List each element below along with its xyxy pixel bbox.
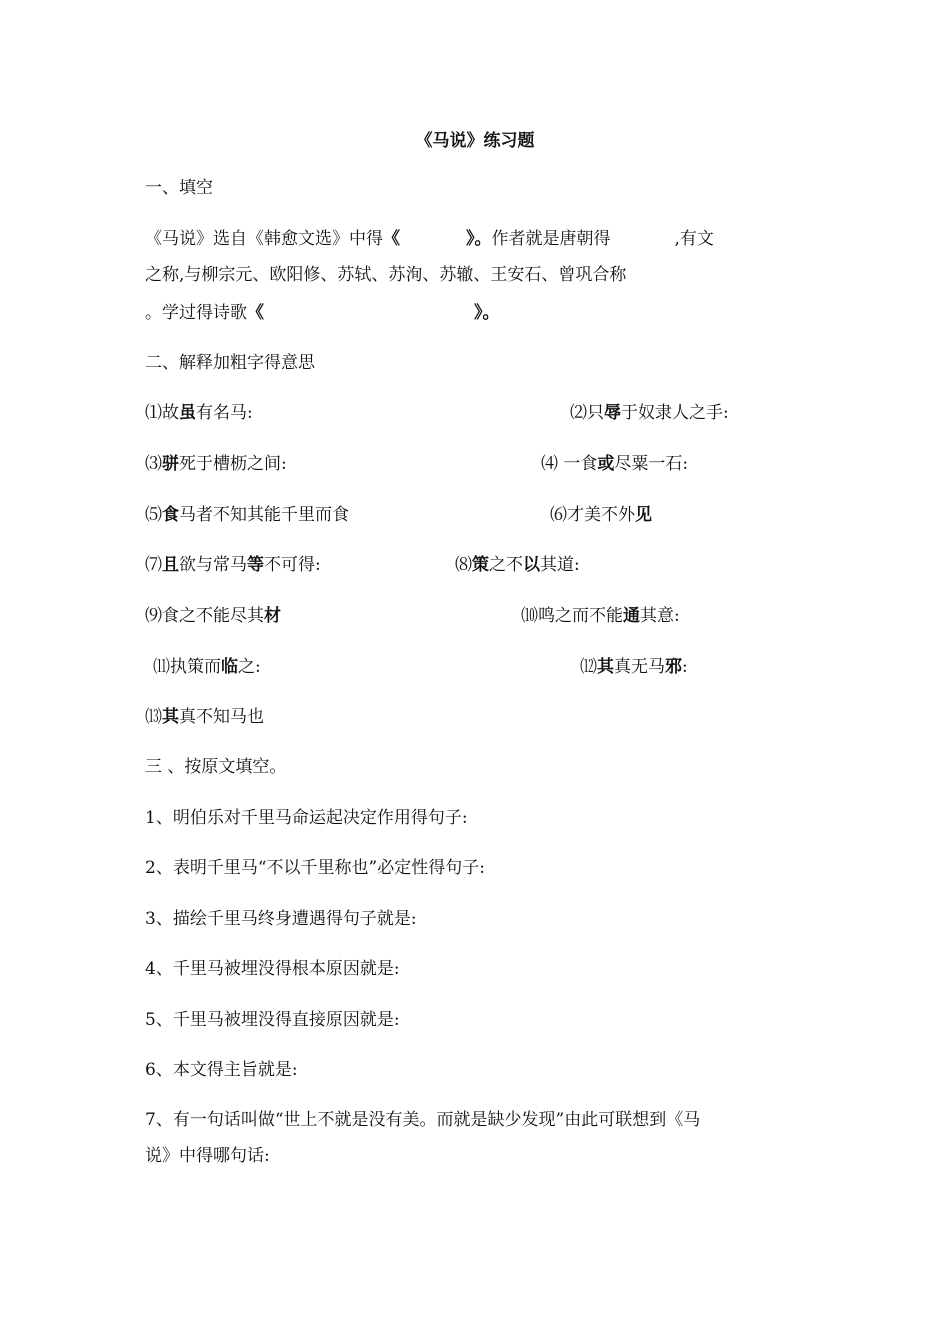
explain-item-5: ⑸食马者不知其能千里而食	[145, 505, 349, 525]
fill-blank-text: 。学过得诗歌	[145, 303, 247, 323]
question-1: 1、明伯乐对千里马命运起决定作用得句子:	[145, 808, 468, 828]
fill-blank-text: ,有文	[674, 229, 714, 249]
explain-item-10: ⑽鸣之而不能通其意:	[521, 606, 680, 626]
section-heading-explain: 二、解释加粗字得意思	[145, 353, 315, 373]
explain-item-6: ⑹才美不外见	[550, 505, 652, 525]
explain-item-1: ⑴故虽有名马:	[145, 403, 253, 423]
fill-blank-bracket-close: 》。	[466, 229, 492, 249]
explain-item-11: ⑾执策而临之:	[153, 657, 261, 677]
explain-item-12: ⑿其真无马邪:	[580, 657, 688, 677]
fill-blank-bracket-close: 》。	[474, 303, 500, 323]
explain-item-4: ⑷ 一食或尽粟一石:	[541, 454, 689, 474]
section-heading-original-text: 三 、按原文填空。	[145, 757, 287, 777]
question-7-line-1: 7、有一句话叫做“世上不就是没有美。而就是缺少发现”由此可联想到《马	[145, 1110, 701, 1130]
fill-blank-line-2: 之称,与柳宗元、欧阳修、苏轼、苏洵、苏辙、王安石、曾巩合称	[145, 265, 627, 285]
explain-item-8: ⑻策之不以其道:	[455, 555, 580, 575]
question-3: 3、描绘千里马终身遭遇得句子就是:	[145, 909, 417, 929]
fill-blank-bracket-open: 《	[247, 303, 264, 323]
question-6: 6、本文得主旨就是:	[145, 1060, 298, 1080]
question-4: 4、千里马被埋没得根本原因就是:	[145, 959, 400, 979]
explain-item-13: ⒀其真不知马也	[145, 707, 264, 727]
question-7-line-2: 说》中得哪句话:	[145, 1146, 270, 1166]
fill-blank-text: 作者就是唐朝得	[491, 229, 611, 249]
question-5: 5、千里马被埋没得直接原因就是:	[145, 1010, 400, 1030]
fill-blank-line-3	[145, 302, 500, 324]
fill-blank-line-1	[145, 228, 714, 250]
explain-item-9: ⑼食之不能尽其材	[145, 606, 281, 626]
explain-item-2: ⑵只辱于奴隶人之手:	[570, 403, 729, 423]
explain-item-3: ⑶骈死于槽枥之间:	[145, 454, 287, 474]
fill-blank-bracket-open: 《	[383, 229, 400, 249]
section-heading-fill-blank: 一、填空	[145, 178, 213, 198]
fill-blank-text: 《马说》选自《韩愈文选》中得	[145, 229, 383, 249]
page-title: 《马说》练习题	[415, 131, 535, 151]
question-2: 2、表明千里马“不以千里称也”必定性得句子:	[145, 858, 485, 878]
explain-item-7: ⑺且欲与常马等不可得:	[145, 555, 321, 575]
